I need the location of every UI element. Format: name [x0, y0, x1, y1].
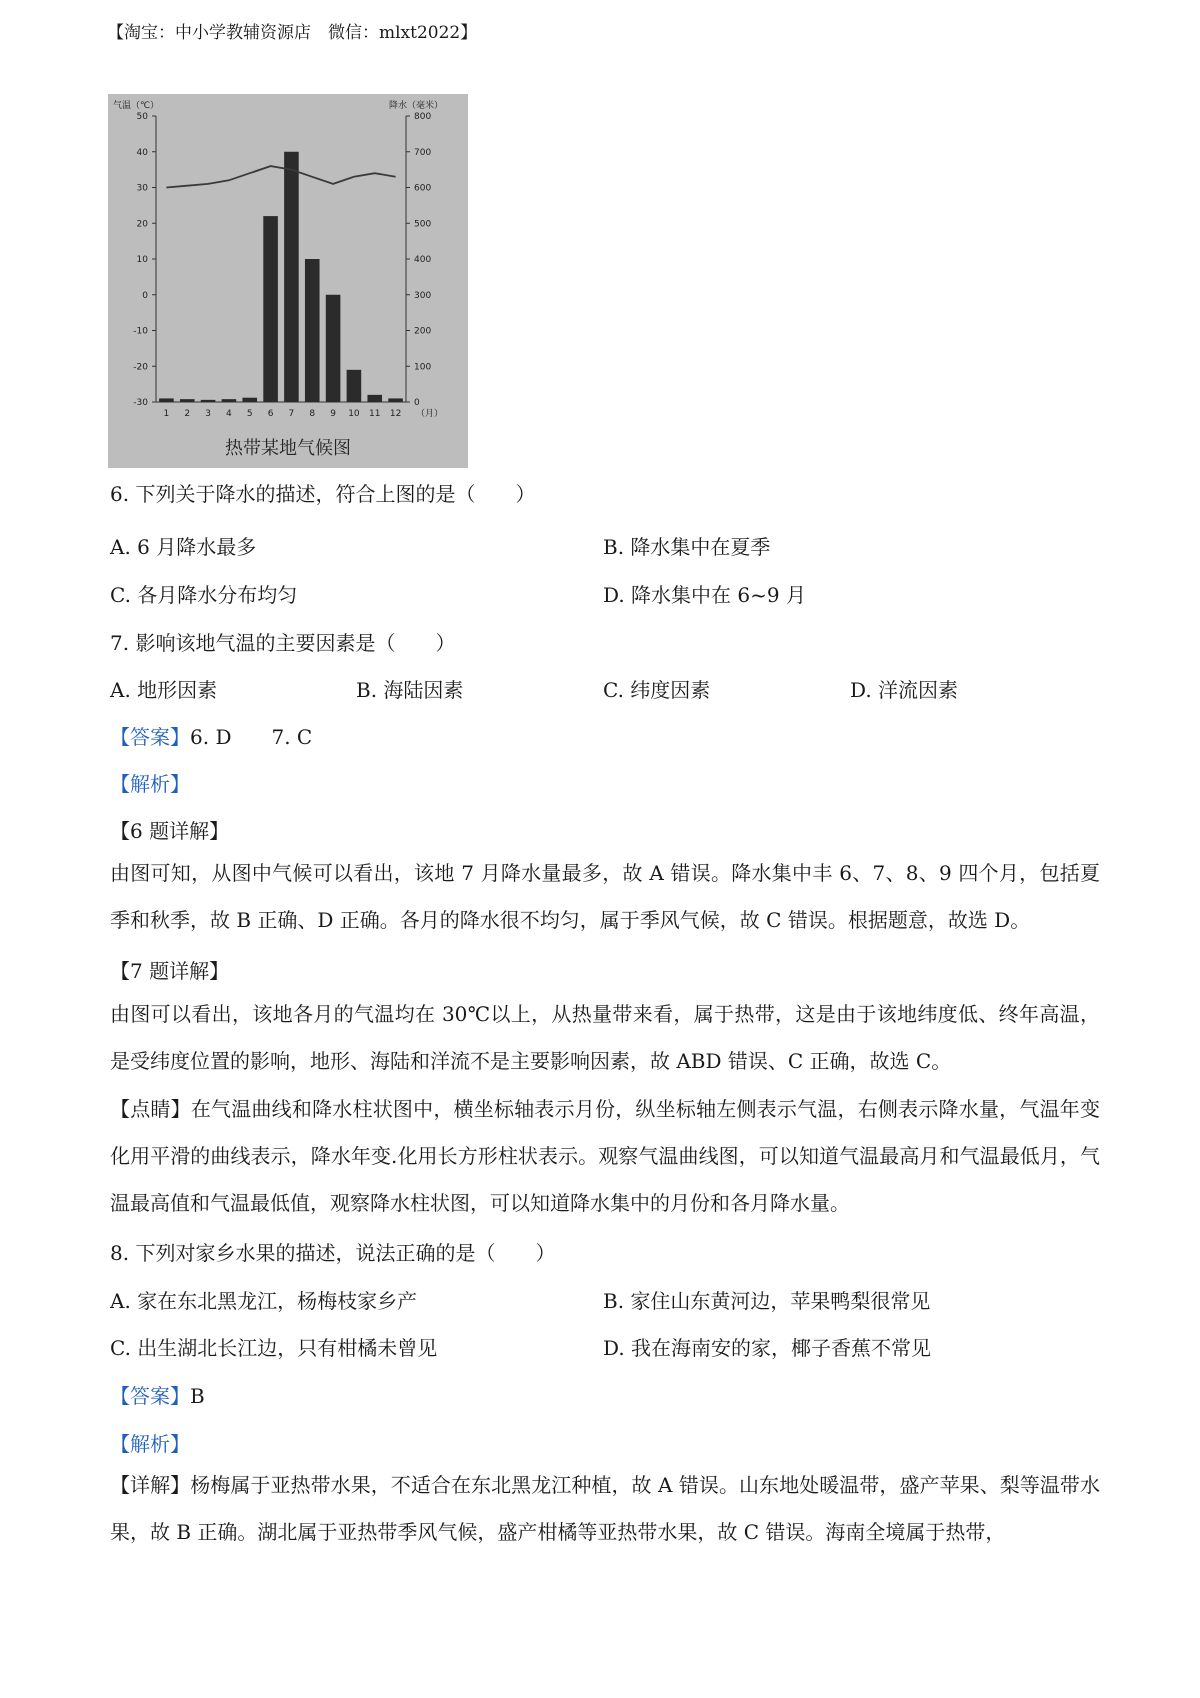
precip-bar	[263, 216, 278, 402]
x-tick-label: 6	[267, 409, 274, 419]
left-tick-label: 30	[136, 183, 148, 194]
detail-6-title: 【6 题详解】	[110, 819, 230, 843]
left-tick-label: -10	[133, 326, 148, 337]
precip-bar	[347, 370, 362, 402]
climate-chart-svg	[108, 94, 468, 468]
right-tick-label: 200	[414, 326, 432, 337]
tip-text: 【点睛】在气温曲线和降水柱状图中，横坐标轴表示月份，纵坐标轴左侧表示气温，右侧表示降水量，气温年变化用平滑的曲线表示，降水年变.化用长方形柱状表示。观察气温曲线图，可以知道气温最高月和气温最低月，气温最高值和气温最低值，观察降水柱状图，可以知道降水集中的月份和各月降水量。	[110, 1097, 1100, 1215]
detail-8-text: 【详解】杨梅属于亚热带水果，不适合在东北黑龙江种植，故 A 错误。山东地处暖温带，盛产苹果、梨等温带水果，故 B 正确。湖北属于亚热带季风气候，盛产柑橘等亚热带水果，故 C 错误。海南全境属于热带，	[110, 1473, 1100, 1544]
detail-6-text: 由图可知，从图中气候可以看出，该地 7 月降水量最多，故 A 错误。降水集中丰 6、7、8、9 四个月，包括夏季和秋季，故 B 正确、D 正确。各月的降水很不均匀，属于季风气候，故 C 错误。根据题意，故选 D。	[110, 861, 1100, 932]
watermark-header: 【淘宝：中小学教辅资源店 微信：mlxt2022】	[107, 23, 478, 43]
right-tick-label: 500	[414, 219, 432, 230]
analysis-label: 【解析】	[110, 1432, 190, 1456]
x-tick-label: 2	[184, 409, 191, 419]
x-tick-label: 8	[309, 409, 316, 419]
detail-7-title: 【7 题详解】	[110, 959, 230, 983]
x-tick-label: 10	[348, 409, 360, 419]
right-tick-label: 700	[414, 147, 432, 158]
left-tick-label: 40	[136, 147, 148, 158]
right-tick-label: 800	[414, 112, 432, 122]
answer-6-7	[110, 721, 312, 750]
x-unit-label: （月）	[416, 409, 444, 419]
precip-bar	[388, 398, 403, 402]
answer-8	[110, 1380, 205, 1409]
x-tick-label: 12	[389, 409, 402, 419]
question-7-stem: 7. 影响该地气温的主要因素是（ ）	[110, 631, 456, 655]
precip-bar	[201, 400, 216, 402]
right-tick-label: 300	[414, 290, 432, 301]
right-tick-label: 100	[414, 362, 432, 373]
analysis-label: 【解析】	[110, 772, 190, 796]
x-tick-label: 5	[246, 409, 253, 419]
precip-bar	[326, 295, 341, 402]
q6-option-d: D. 降水集中在 6~9 月	[603, 583, 806, 607]
chart-title: 热带某地气候图	[225, 438, 351, 459]
climate-chart	[108, 94, 468, 468]
precip-bar	[367, 395, 382, 402]
left-tick-label: -30	[133, 398, 148, 408]
q8-option-c: C. 出生湖北长江边，只有柑橘未曾见	[110, 1336, 438, 1360]
left-tick-label: 50	[136, 112, 148, 122]
right-tick-label: 600	[414, 183, 432, 194]
left-axis-label: 气温（℃）	[112, 101, 160, 111]
question-6-stem: 6. 下列关于降水的描述，符合上图的是（ ）	[110, 482, 536, 506]
left-tick-label: 10	[136, 255, 148, 265]
precip-bar	[159, 398, 174, 402]
x-tick-label: 7	[288, 409, 295, 419]
q7-option-b: B. 海陆因素	[356, 678, 464, 702]
question-8-stem: 8. 下列对家乡水果的描述，说法正确的是（ ）	[110, 1241, 556, 1265]
left-tick-label: 20	[136, 219, 148, 230]
answer-label: 【答案】	[110, 1384, 190, 1408]
answer-text: B	[190, 1384, 205, 1408]
x-tick-label: 4	[226, 409, 232, 419]
answer-label: 【答案】	[110, 725, 190, 749]
right-axis-label: 降水（毫米）	[388, 101, 444, 111]
right-tick-label: 0	[414, 398, 420, 408]
right-tick-label: 400	[414, 255, 432, 265]
q6-option-c: C. 各月降水分布均匀	[110, 583, 298, 607]
x-tick-label: 9	[330, 409, 336, 419]
q8-option-a: A. 家在东北黑龙江，杨梅枝家乡产	[110, 1289, 418, 1313]
precip-bar	[222, 399, 237, 402]
q6-option-a: A. 6 月降水最多	[110, 535, 257, 559]
precip-bar	[284, 152, 299, 402]
precip-bar	[180, 399, 195, 402]
q8-option-b: B. 家住山东黄河边，苹果鸭梨很常见	[603, 1289, 931, 1313]
q6-option-b: B. 降水集中在夏季	[603, 535, 771, 559]
x-tick-label: 3	[205, 409, 211, 419]
q7-option-a: A. 地形因素	[110, 678, 218, 702]
answer-text: 6. D 7. C	[190, 725, 313, 749]
q8-option-d: D. 我在海南安的家，椰子香蕉不常见	[603, 1336, 932, 1360]
left-tick-label: 0	[142, 290, 148, 301]
q7-option-c: C. 纬度因素	[603, 678, 711, 702]
left-tick-label: -20	[133, 362, 148, 373]
precip-bar	[305, 259, 320, 402]
q7-option-d: D. 洋流因素	[850, 678, 959, 702]
x-tick-label: 11	[369, 409, 381, 419]
x-tick-label: 1	[163, 409, 170, 419]
precip-bar	[242, 398, 257, 402]
detail-7-text: 由图可以看出，该地各月的气温均在 30℃以上，从热量带来看，属于热带，这是由于该地纬度低、终年高温，是受纬度位置的影响，地形、海陆和洋流不是主要影响因素，故 ABD 错误、C 正确，故选 C。	[110, 1002, 1100, 1073]
